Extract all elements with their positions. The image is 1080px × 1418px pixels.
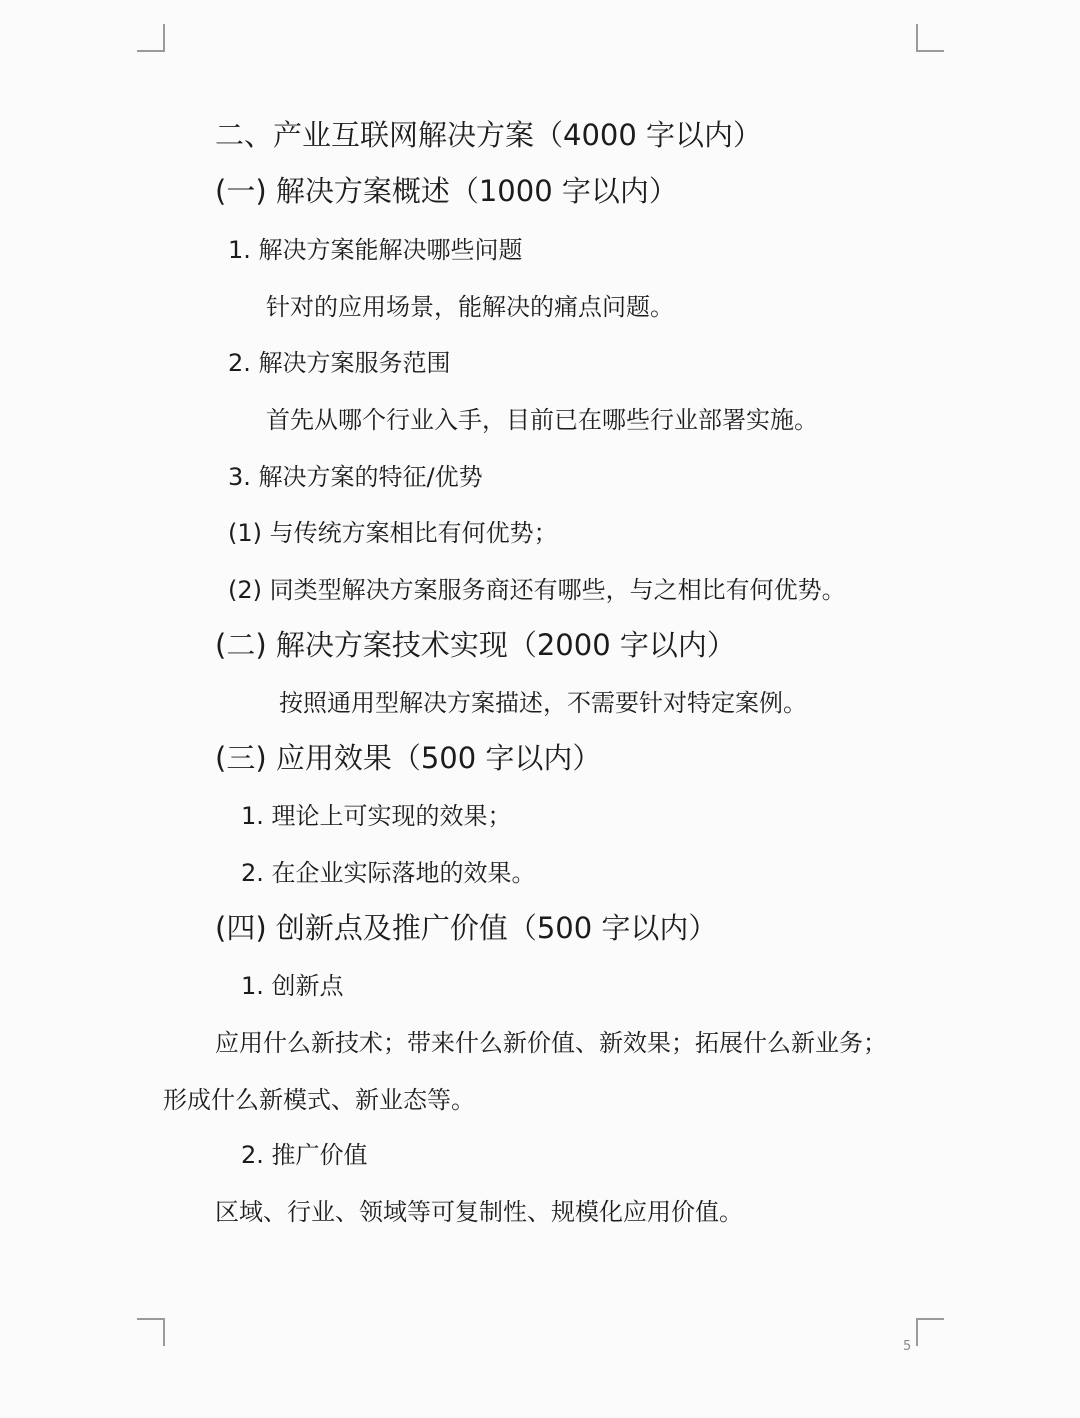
- section-3-item-2: 2. 在企业实际落地的效果。: [241, 859, 536, 887]
- main-heading: 二、产业互联网解决方案（4000 字以内）: [215, 118, 763, 152]
- section-4-item-2-title: 2. 推广价值: [241, 1141, 368, 1169]
- page-number: 5: [903, 1339, 912, 1354]
- section-3-heading: (三) 应用效果（500 字以内）: [215, 741, 602, 775]
- section-1-item-3-title: 3. 解决方案的特征/优势: [228, 463, 483, 491]
- crop-mark-bottom-left: [137, 1318, 165, 1346]
- section-4-item-1-title: 1. 创新点: [241, 972, 344, 1000]
- section-4-item-1-text-line-2: 形成什么新模式、新业态等。: [163, 1086, 475, 1114]
- crop-mark-top-left: [137, 24, 165, 52]
- section-1-heading: (一) 解决方案概述（1000 字以内）: [215, 174, 678, 208]
- section-1-item-2-title: 2. 解决方案服务范围: [228, 349, 451, 377]
- section-2-text: 按照通用型解决方案描述，不需要针对特定案例。: [279, 689, 807, 717]
- section-3-item-1: 1. 理论上可实现的效果；: [241, 802, 512, 830]
- crop-mark-top-right: [916, 24, 944, 52]
- section-4-item-2-text: 区域、行业、领域等可复制性、规模化应用价值。: [215, 1198, 743, 1226]
- section-1-item-3-sub-2: (2) 同类型解决方案服务商还有哪些，与之相比有何优势。: [228, 576, 846, 604]
- section-1-item-1-title: 1. 解决方案能解决哪些问题: [228, 236, 523, 264]
- section-1-item-3-sub-1: (1) 与传统方案相比有何优势；: [228, 519, 558, 547]
- section-4-heading: (四) 创新点及推广价值（500 字以内）: [215, 911, 718, 945]
- section-1-item-1-text: 针对的应用场景，能解决的痛点问题。: [266, 293, 674, 321]
- section-2-heading: (二) 解决方案技术实现（2000 字以内）: [215, 628, 736, 662]
- crop-mark-bottom-right: [916, 1318, 944, 1346]
- section-1-item-2-text: 首先从哪个行业入手，目前已在哪些行业部署实施。: [266, 406, 818, 434]
- section-4-item-1-text-line-1: 应用什么新技术；带来什么新价值、新效果；拓展什么新业务；: [215, 1029, 887, 1057]
